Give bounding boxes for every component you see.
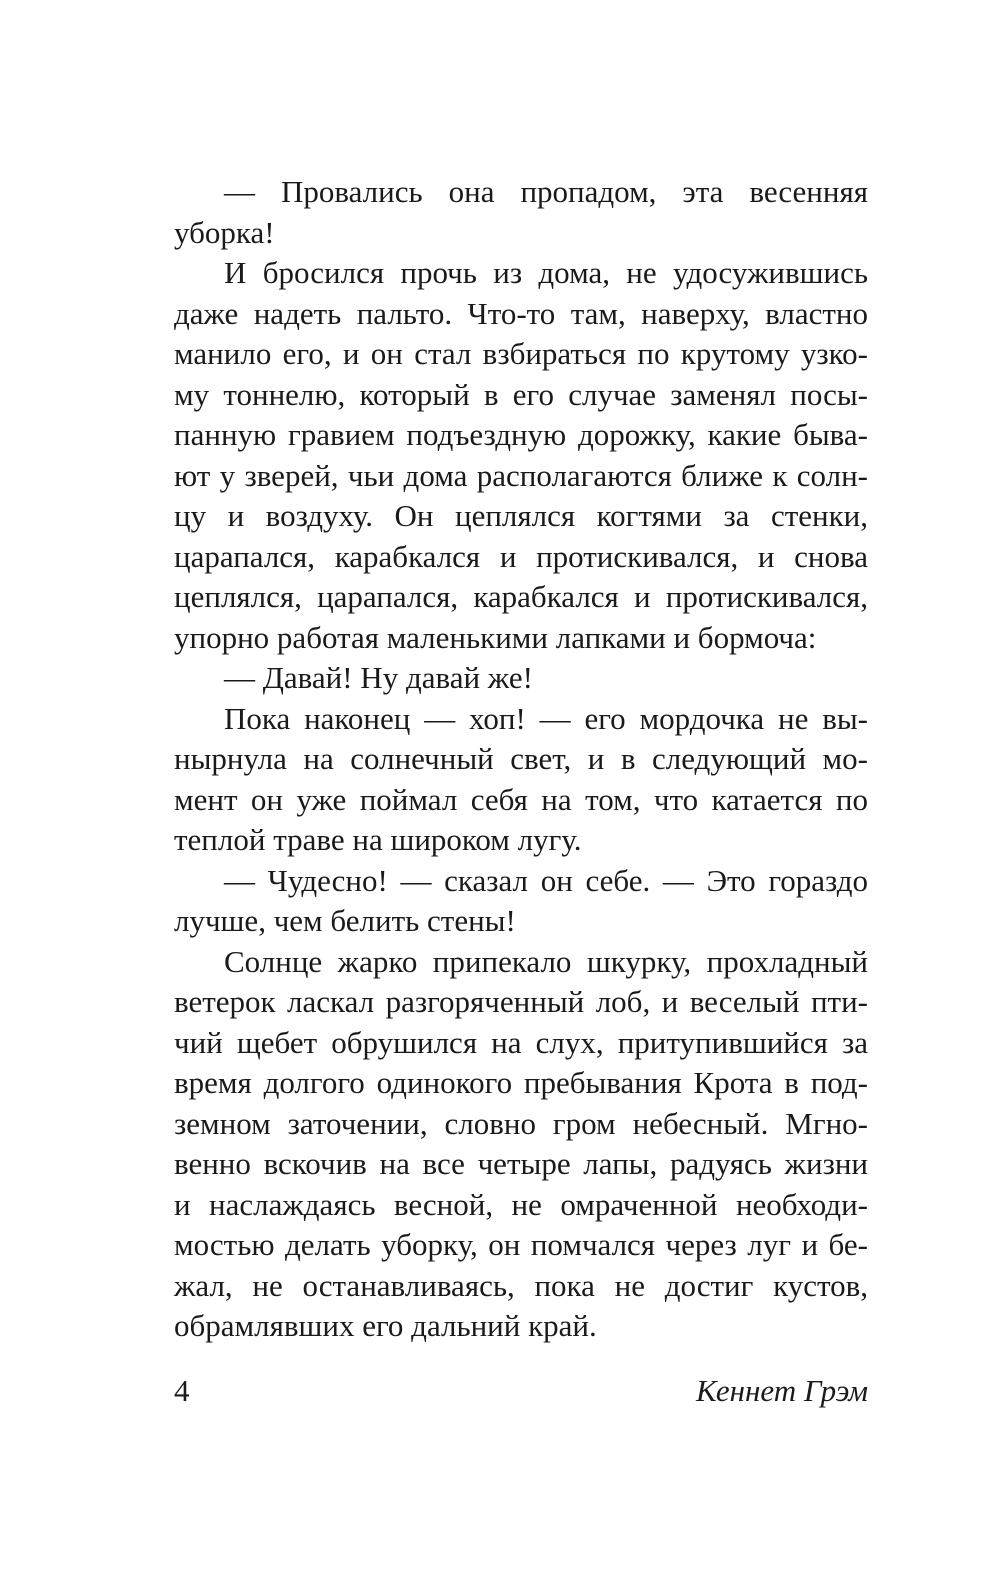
text-line: и наслаждаясь весной, не омраченной необходи- <box>174 1186 868 1222</box>
text-line: чий щебет обрушился на слух, притупившийся за <box>174 1024 868 1060</box>
text-line: цеплялся, царапался, карабкался и протискивался, <box>174 579 868 614</box>
text-line: мент он уже поймал себя на том, что катается по <box>174 781 868 817</box>
text-line: мостью делать уборку, он помчался через луг и бе- <box>174 1227 868 1262</box>
text-line: Пока наконец — хоп! — его мордочка не вы- <box>224 700 868 736</box>
text-line: земном заточении, словно гром небесный. Мгно- <box>174 1105 868 1141</box>
text-line: — Чудесно! — сказал он себе. — Это гораздо <box>224 862 868 898</box>
text-line: время долгого одинокого пребывания Крота в под- <box>174 1065 868 1100</box>
running-author: Кеннет Грэм <box>696 1373 868 1408</box>
text-line: И бросился прочь из дома, не удосужившись <box>224 255 868 290</box>
text-line: уборка! <box>174 214 275 250</box>
text-line: обрамлявших его дальний край. <box>174 1308 597 1343</box>
text-line: нырнула на солнечный свет, и в следующий мо- <box>174 741 868 776</box>
text-line: ветерок ласкал разгоряченный лоб, и веселый пти- <box>174 984 868 1019</box>
text-line: Солнце жарко припекало шкурку, прохладный <box>224 943 868 979</box>
text-line: ют у зверей, чьи дома располагаются ближе к солн- <box>174 457 868 493</box>
text-line: — Давай! Ну давай же! <box>224 660 533 695</box>
text-line: венно вскочив на все четыре лапы, радуясь жизни <box>174 1146 868 1181</box>
body-text <box>174 172 868 1347</box>
text-line: упорно работая маленькими лапками и бормоча: <box>174 619 817 655</box>
page-footer <box>174 1371 868 1411</box>
text-line: даже надеть пальто. Что-то там, наверху, властно <box>174 295 868 331</box>
page-number: 4 <box>174 1373 190 1408</box>
text-line: царапался, карабкался и протискивался, и снова <box>174 538 868 574</box>
text-line: панную гравием подъездную дорожку, какие быва- <box>174 417 868 452</box>
text-line: манило его, и он стал взбираться по крутому узко- <box>174 336 868 371</box>
text-line: теплой траве на широком лугу. <box>174 822 582 857</box>
text-line: — Провались она пропадом, эта весенняя <box>224 174 868 209</box>
text-line: цу и воздуху. Он цеплялся когтями за стенки, <box>174 498 868 533</box>
text-line: му тоннелю, который в его случае заменял посы- <box>174 376 868 412</box>
text-line: лучше, чем белить стены! <box>174 903 516 938</box>
text-line: жал, не останавливаясь, пока не достиг кустов, <box>174 1267 868 1303</box>
